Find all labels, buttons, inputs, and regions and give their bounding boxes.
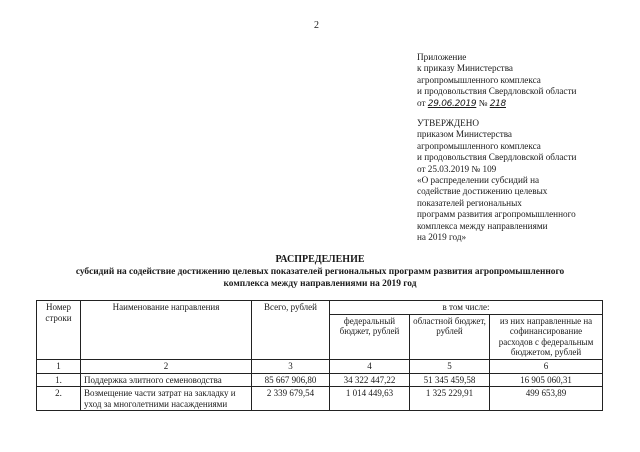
- approved-line: агропромышленного комплекса: [417, 140, 541, 151]
- approved-line: показателей региональных: [417, 197, 522, 208]
- row-number: 2.: [37, 387, 81, 411]
- approved-line: «О распределении субсидий на: [417, 175, 540, 186]
- approved-block: [417, 118, 632, 243]
- approved-line: программ развития агропромышленного: [417, 209, 576, 220]
- header-other: из них направленные на софинансирование расходов с федеральным бюджетом, рублей: [490, 314, 603, 359]
- column-number: 4: [330, 359, 410, 373]
- approved-line: на 2019 год»: [417, 232, 467, 243]
- header-total: Всего, рублей: [252, 301, 330, 360]
- header-row-number: Номер строки: [37, 301, 81, 360]
- column-number: 3: [252, 359, 330, 373]
- appendix-date-line: [417, 98, 632, 110]
- approved-title: УТВЕРЖДЕНО: [417, 118, 480, 128]
- row-other: 16 905 060,31: [490, 373, 603, 387]
- number-prefix: №: [478, 97, 488, 108]
- approved-line: от 25.03.2019 № 109: [417, 163, 497, 174]
- row-number: 1.: [37, 373, 81, 387]
- row-other: 499 653,89: [490, 387, 603, 411]
- column-number: 2: [81, 359, 252, 373]
- row-regional: 51 345 459,58: [410, 373, 490, 387]
- appendix-line: агропромышленного комплекса: [417, 74, 541, 85]
- subtitle-line: комплекса между направлениями на 2019 год: [223, 279, 417, 289]
- column-number: 1: [37, 359, 81, 373]
- approved-line: комплекса между направлениями: [417, 220, 548, 231]
- appendix-line: и продовольствия Свердловской области: [417, 86, 577, 97]
- appendix-line: Приложение: [417, 52, 467, 62]
- row-federal: 34 322 447,22: [330, 373, 410, 387]
- appendix-line: к приказу Министерства: [417, 63, 513, 74]
- date-prefix: от: [417, 97, 426, 108]
- handwritten-date: 29.06.2019: [427, 98, 477, 109]
- column-number-row: [37, 359, 603, 373]
- distribution-table: [36, 300, 603, 411]
- column-number: 5: [410, 359, 490, 373]
- table-row: [37, 387, 603, 411]
- approved-line: и продовольствия Свердловской области: [417, 152, 577, 163]
- handwritten-number: 218: [489, 98, 506, 109]
- subtitle-line: субсидий на содействие достижению целевых показателей региональных программ развития агропромышленного: [75, 267, 565, 277]
- row-total: 85 667 906,80: [252, 373, 330, 387]
- header-federal: федеральный бюджет, рублей: [330, 314, 410, 359]
- header-regional: областной бюджет, рублей: [410, 314, 490, 359]
- header-including: в том числе:: [330, 301, 603, 315]
- row-federal: 1 014 449,63: [330, 387, 410, 411]
- row-regional: 1 325 229,91: [410, 387, 490, 411]
- row-name: Поддержка элитного семеноводства: [81, 373, 252, 387]
- document-title: РАСПРЕДЕЛЕНИЕ: [275, 254, 365, 265]
- column-number: 6: [490, 359, 603, 373]
- page-number: 2: [314, 20, 319, 31]
- row-total: 2 339 679,54: [252, 387, 330, 411]
- approved-line: содействие достижению целевых: [417, 186, 548, 197]
- table-header-row: [37, 301, 603, 315]
- approved-line: приказом Министерства: [417, 129, 513, 140]
- document-subtitle: [0, 266, 640, 290]
- header-direction: Наименование направления: [81, 301, 252, 360]
- row-name: Возмещение части затрат на закладку и уход за многолетними насаждениями: [81, 387, 252, 411]
- appendix-block: [417, 52, 632, 110]
- table-row: [37, 373, 603, 387]
